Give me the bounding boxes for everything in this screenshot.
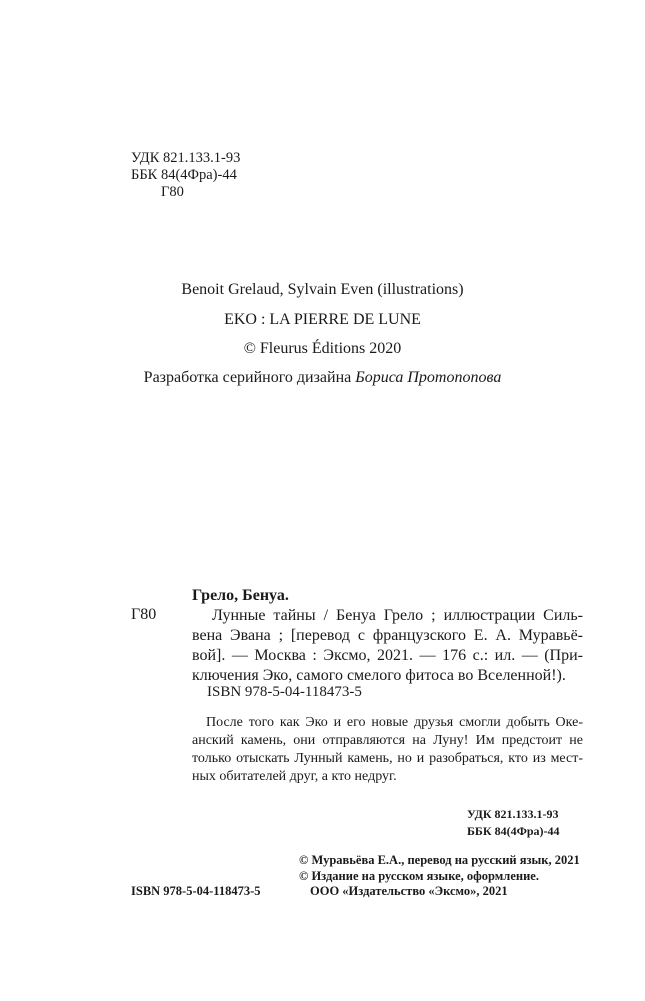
udk-code: УДК 821.133.1-93	[131, 150, 241, 166]
series-design-credit	[0, 369, 645, 387]
bbk-code: ББК 84(4Фра)-44	[131, 167, 237, 183]
original-title: EKO : LA PIERRE DE LUNE	[224, 311, 421, 328]
catalog-author-sign: Г80	[131, 606, 157, 623]
annotation-line: ных обитателей друг, а кто недруг.	[192, 769, 397, 784]
original-copyright: © Fleurus Éditions 2020	[243, 340, 402, 357]
copyright-line: © Муравьёва Е.А., перевод на русский язык, 2021	[299, 853, 580, 867]
udk-code: УДК 821.133.1-93	[467, 807, 559, 821]
original-authors: Benoit Grelaud, Sylvain Even (illustrations)	[181, 281, 464, 298]
bibliographic-description	[192, 606, 583, 686]
author-sign-code: Г80	[161, 184, 184, 200]
footer-isbn: ISBN 978-5-04-118473-5	[131, 884, 261, 898]
annotation-line: После того как Эко и его новые друзья смогли добыть Оке-	[206, 715, 583, 730]
design-credit-name: Бориса Протопопова	[355, 369, 502, 386]
bbk-code: ББК 84(4Фра)-44	[467, 824, 560, 838]
bib-line: вена Эвана ; [перевод с французского Е. А. Муравьё-	[192, 627, 583, 644]
bib-line: Лунные тайны / Бенуа Грело ; иллюстрации Силь-	[212, 607, 583, 624]
bib-line: ключения Эко, самого смелого фитоса во Вселенной!).	[192, 667, 566, 684]
annotation	[192, 714, 583, 786]
udk-block-top	[131, 150, 240, 201]
annotation-line: анский камень, они отправляются на Луну! Им предстоит не	[192, 733, 583, 748]
copyright-line: ООО «Издательство «Эксмо», 2021	[310, 884, 508, 898]
udk-block-bottom	[467, 806, 560, 840]
annotation-line: только отыскать Лунный камень, но и разобраться, кто из мест-	[192, 751, 583, 766]
copyright-block	[299, 853, 580, 900]
bib-line: вой]. — Москва : Эксмо, 2021. — 176 с.: ил. — (При-	[192, 647, 583, 664]
design-credit-prefix: Разработка серийного дизайна	[143, 369, 352, 386]
copyright-line: © Издание на русском языке, оформление.	[299, 868, 539, 883]
catalog-isbn: ISBN 978-5-04-118473-5	[207, 684, 362, 700]
catalog-author: Грело, Бенуа.	[192, 587, 289, 604]
